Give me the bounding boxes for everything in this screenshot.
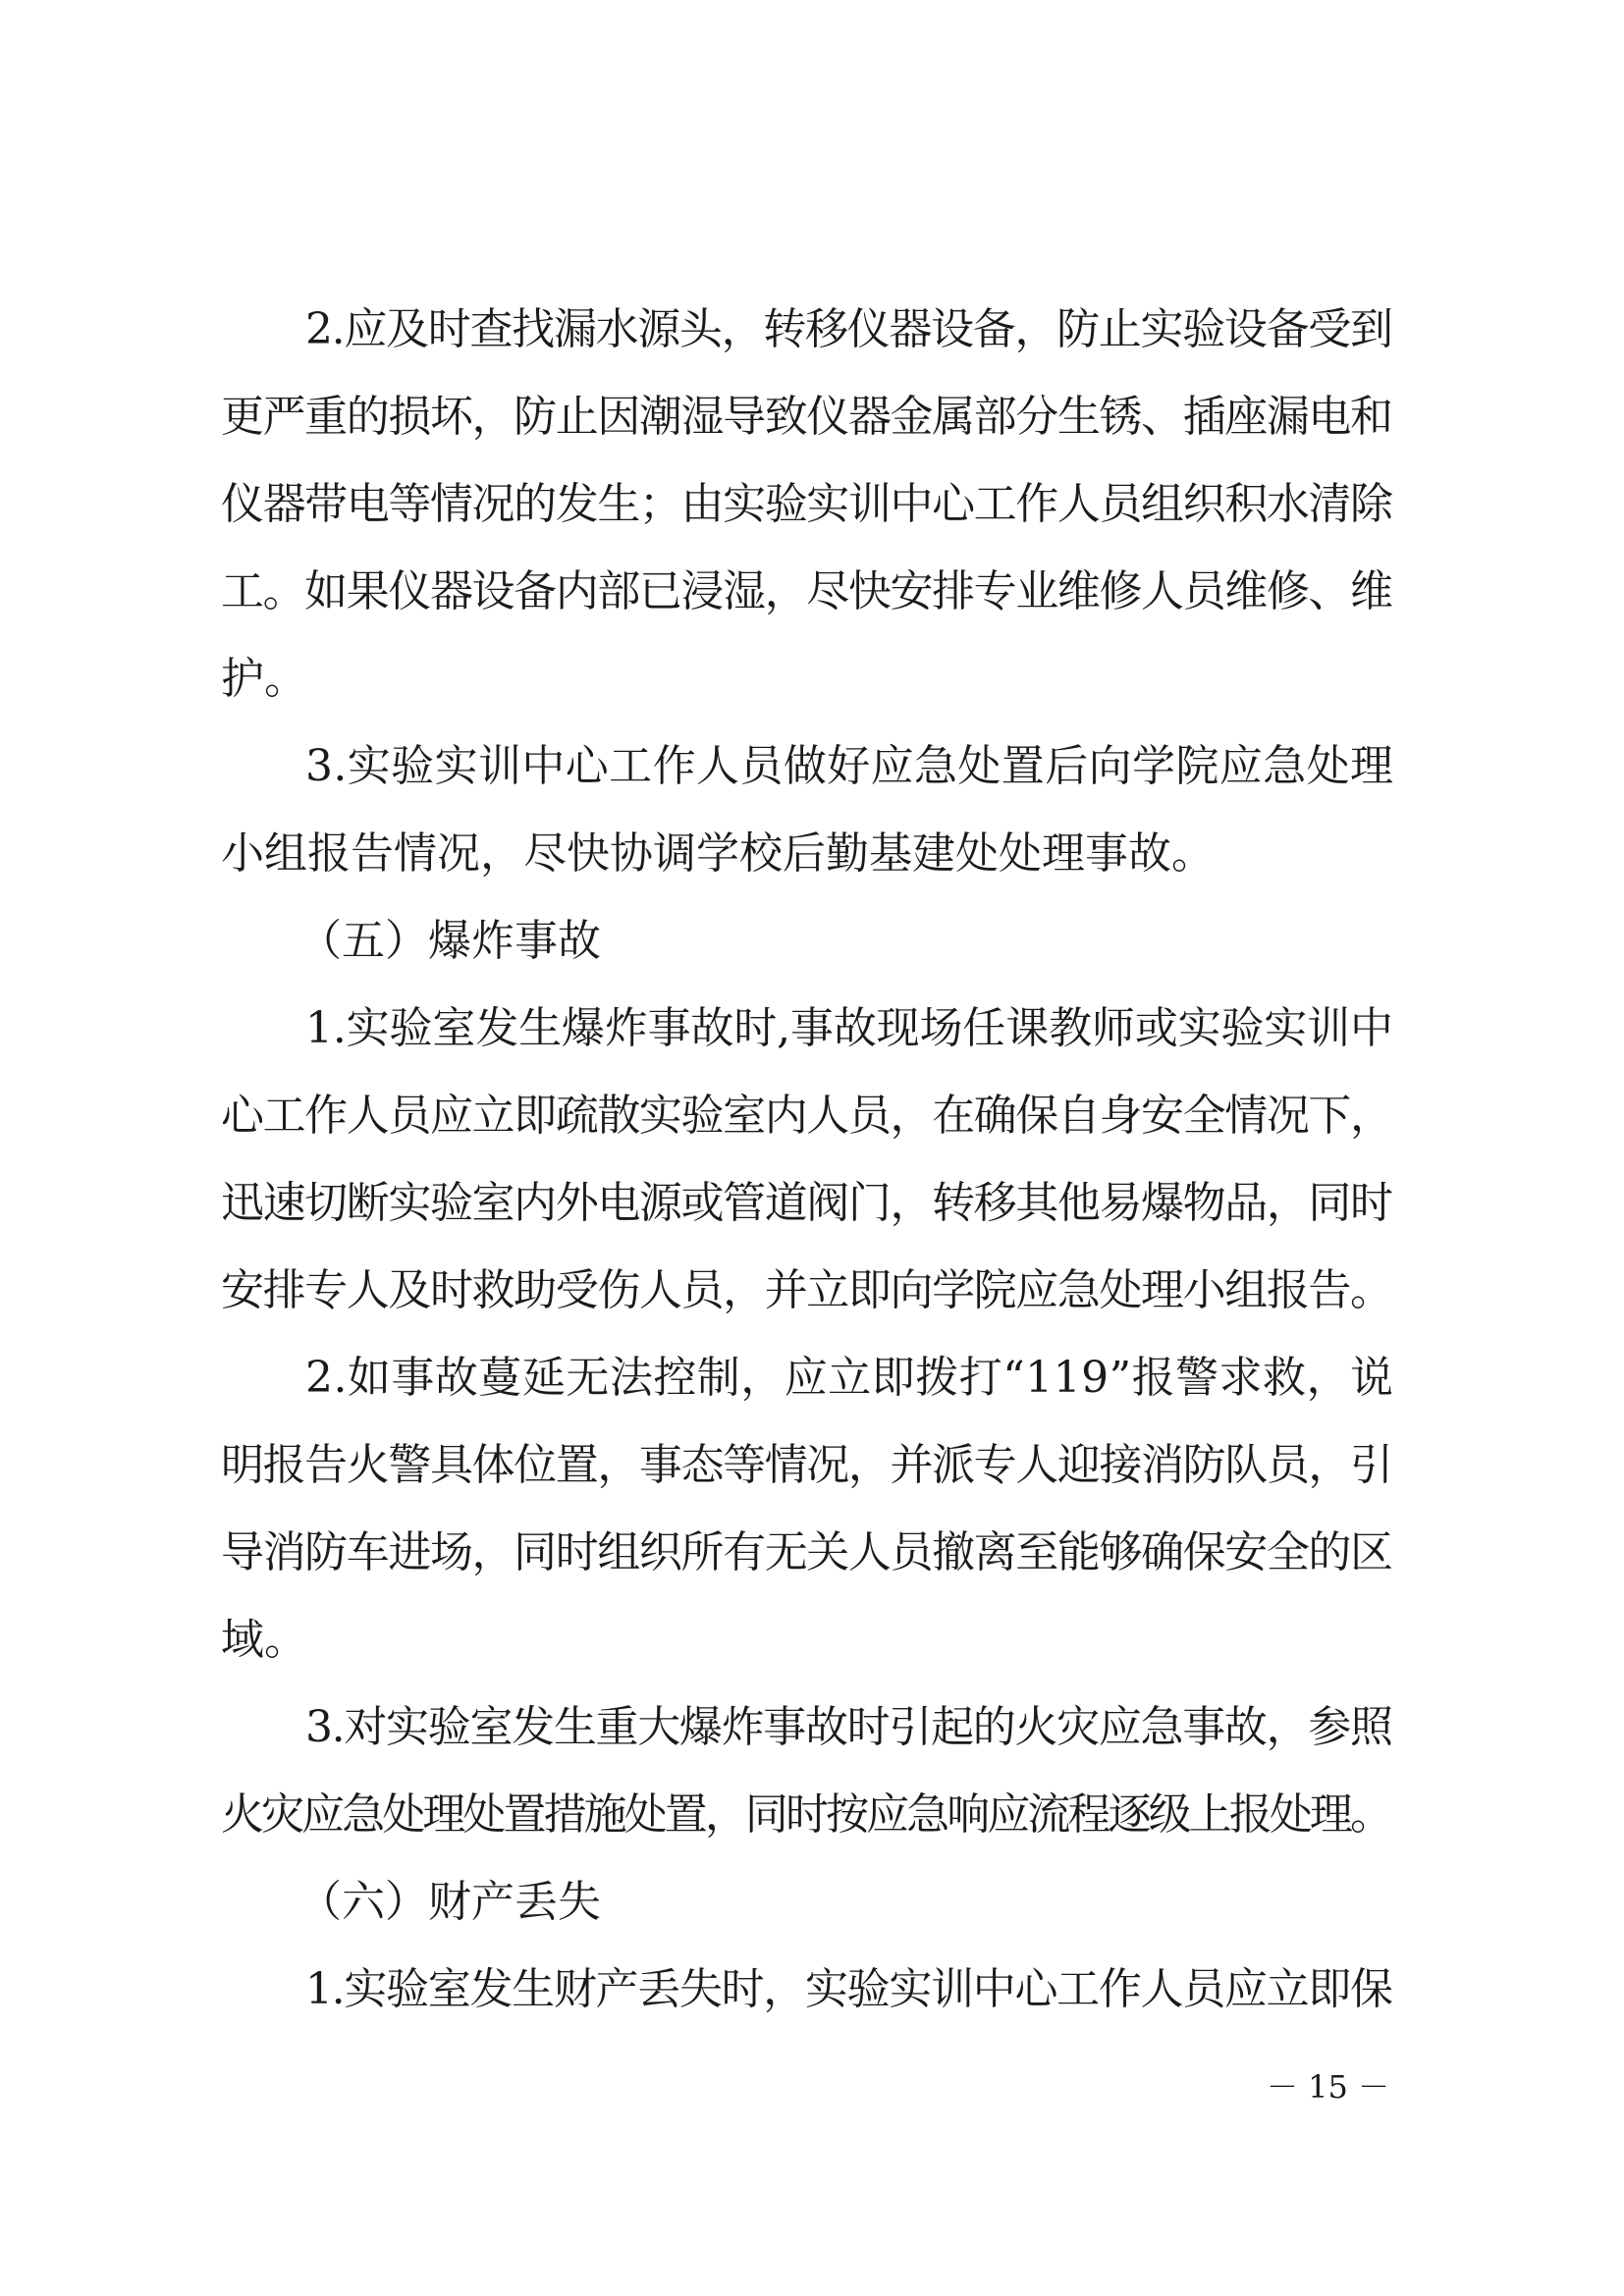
text-line <box>0 372 1624 462</box>
paragraph-continuation: 护。 <box>221 654 307 704</box>
text-line <box>0 1857 1624 1948</box>
text-line <box>0 1071 1624 1161</box>
text-line <box>0 285 1624 375</box>
paragraph-continuation: 明报告火警具体位置，事态等情况，并派专人迎接消防队员，引 <box>221 1440 1392 1490</box>
paragraph-continuation: 更严重的损坏，防止因潮湿导致仪器金属部分生锈、插座漏电和 <box>221 392 1392 442</box>
paragraph-continuation: 导消防车进场，同时组织所有无关人员撤离至能够确保安全的区 <box>221 1527 1392 1577</box>
text-line <box>0 1246 1624 1336</box>
text-line <box>0 896 1624 987</box>
text-line <box>0 1333 1624 1423</box>
text-line <box>0 1420 1624 1511</box>
paragraph-continuation: 火灾应急处理处置措施处置，同时按应急响应流程逐级上报处理。 <box>221 1789 1391 1840</box>
paragraph-continuation: 安排专人及时救助受伤人员，并立即向学院应急处理小组报告。 <box>221 1265 1392 1315</box>
text-line <box>0 1682 1624 1773</box>
text-line <box>0 1158 1624 1249</box>
text-line <box>0 634 1624 724</box>
paragraph-continuation: 工。如果仪器设备内部已浸湿，尽快安排专业维修人员维修、维 <box>221 566 1392 616</box>
paragraph-start: 2.如事故蔓延无法控制，应立即拨打“119”报警求救，说 <box>305 1353 1394 1403</box>
page-number: － 15 － <box>1267 2068 1390 2106</box>
paragraph-continuation: 心工作人员应立即疏散实验室内人员，在确保自身安全情况下， <box>221 1091 1392 1141</box>
text-line <box>0 1595 1624 1685</box>
section-heading: （五）爆炸事故 <box>298 916 601 966</box>
text-line <box>0 547 1624 637</box>
paragraph-start: 3.实验实训中心工作人员做好应急处置后向学院应急处理 <box>305 741 1394 791</box>
text-line <box>0 721 1624 812</box>
section-heading: （六）财产丢失 <box>298 1877 601 1927</box>
text-line <box>0 1770 1624 1860</box>
paragraph-start: 1.实验室发生爆炸事故时,事故现场任课教师或实验实训中 <box>305 1003 1393 1053</box>
text-line <box>0 459 1624 550</box>
paragraph-continuation: 迅速切断实验室内外电源或管道阀门，转移其他易爆物品，同时 <box>221 1178 1392 1228</box>
paragraph-continuation: 小组报告情况，尽快协调学校后勤基建处处理事故。 <box>221 828 1215 879</box>
paragraph-continuation: 仪器带电等情况的发生；由实验实训中心工作人员组织积水清除 <box>221 479 1392 529</box>
text-line <box>0 1945 1624 2035</box>
text-line <box>0 809 1624 899</box>
paragraph-start: 2.应及时查找漏水源头，转移仪器设备，防止实验设备受到 <box>305 304 1392 354</box>
text-line <box>0 984 1624 1074</box>
text-line <box>0 1508 1624 1598</box>
paragraph-start: 1.实验室发生财产丢失时，实验实训中心工作人员应立即保 <box>305 1964 1392 2014</box>
paragraph-start: 3.对实验室发生重大爆炸事故时引起的火灾应急事故，参照 <box>305 1702 1392 1752</box>
paragraph-continuation: 域。 <box>221 1615 307 1665</box>
